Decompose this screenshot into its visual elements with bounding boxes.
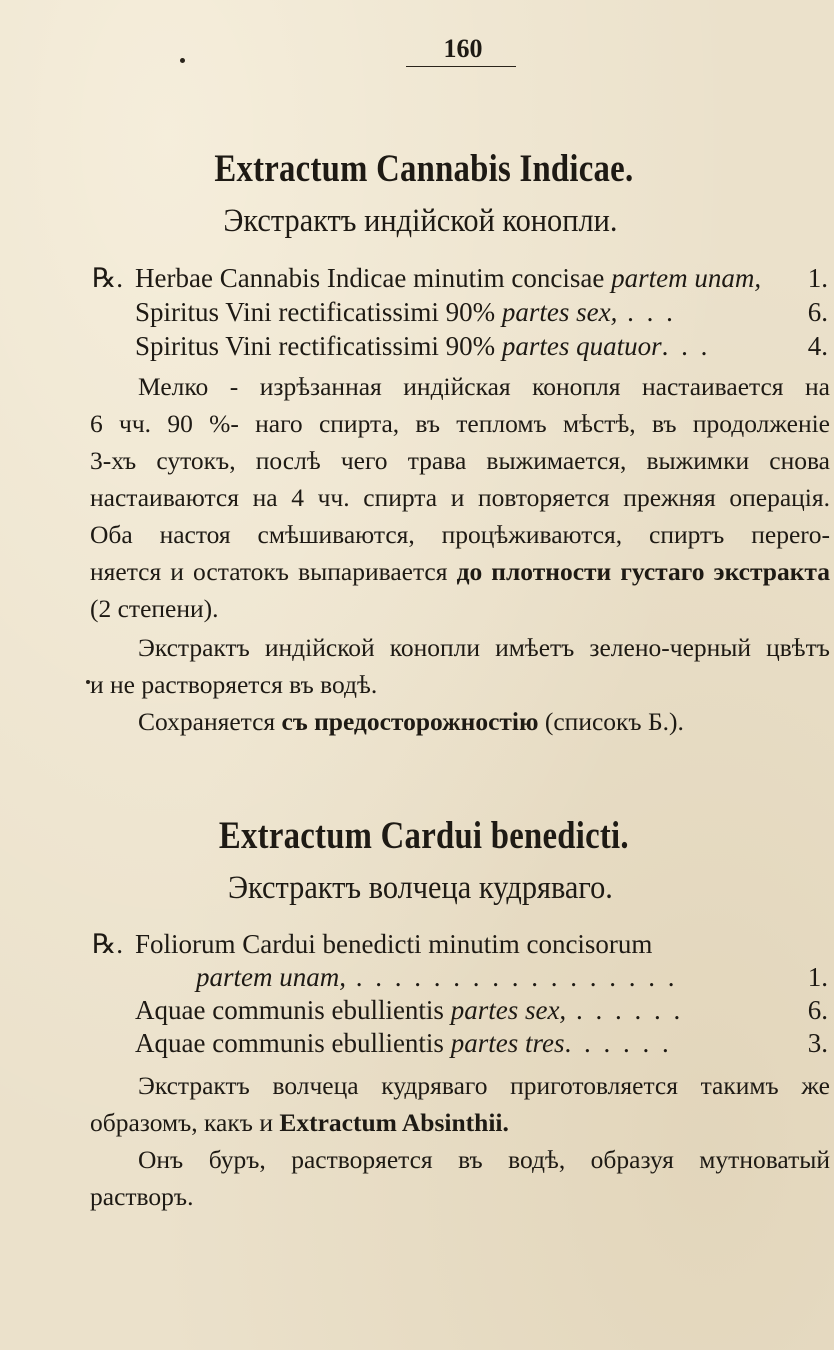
recipe-line xyxy=(92,992,828,1028)
recipe-ingredient: partem unam, . . . . . . . . . . . . . . . . . xyxy=(196,962,678,992)
recipe-ingredient: Spiritus Vini rectificatissimi 90% partes sex, . . . xyxy=(135,297,676,327)
recipe-ingredient: Aquae communis ebullientis partes sex, . . . . . . xyxy=(135,995,684,1025)
recipe-ingredient: Foliorum Cardui benedicti minutim concisorum xyxy=(135,929,653,959)
recipe-line xyxy=(92,328,828,364)
section-subtitle: Экстрактъ индійской конопли. xyxy=(223,203,618,239)
description-paragraph: Экстрактъ индійской конопли имѣетъ зелено-черный цвѣтъ и не растворяется въ водѣ. xyxy=(90,633,830,699)
recipe-symbol: ℞. xyxy=(92,929,123,959)
section-subtitle: Экстрактъ волчеца кудряваго. xyxy=(227,870,613,906)
recipe-line xyxy=(92,1025,828,1061)
recipe-line xyxy=(92,294,828,330)
recipe-ingredient: Spiritus Vini rectificatissimi 90% partes quatuor. . . xyxy=(135,331,711,361)
ink-speck xyxy=(180,58,185,63)
recipe-ingredient: Herbae Cannabis Indicae minutim concisae partem unam, xyxy=(135,263,762,293)
recipe-line xyxy=(92,260,828,296)
recipe-quantity: 1. xyxy=(807,962,828,992)
recipe-quantity: 6. xyxy=(807,297,828,327)
storage-paragraph: Сохраняется съ предосторожностію (списокъ Б.). xyxy=(138,707,684,736)
recipe-quantity: 1. xyxy=(807,263,828,293)
recipe-quantity: 6. xyxy=(807,995,828,1025)
recipe-quantity: 4. xyxy=(807,331,828,361)
page-number-rule xyxy=(406,66,516,67)
recipe-quantity: 3. xyxy=(807,1028,828,1058)
recipe-ingredient: Aquae communis ebullientis partes tres. . . . . . xyxy=(135,1028,672,1058)
section-title: Extractum Cardui benedicti. xyxy=(218,814,629,857)
recipe-line xyxy=(92,959,828,995)
page-number: 160 xyxy=(443,34,483,63)
preparation-paragraph: Экстрактъ волчеца кудряваго приготовляется такимъ же образомъ, какъ и Extractum Absinthii. xyxy=(90,1071,830,1137)
section-title: Extractum Cannabis Indicae. xyxy=(214,147,634,190)
preparation-paragraph: Мелко - изрѣзанная индійская конопля настаивается на 6 чч. 90 %- наго спирта, въ тепломъ мѣстѣ, въ продолженіе 3-хъ сутокъ, послѣ чего трава выжимается, выжимки снова настаиваются на 4 чч. спирта и повторяется прежняя операція. Оба настоя смѣшиваются, процѣживаются, спиртъ переro- няется и остатокъ выпаривается до плотности густаго экстракта (2 степени). xyxy=(90,372,831,623)
description-paragraph: Онъ буръ, растворяется въ водѣ, образуя мутноватый растворъ. xyxy=(90,1145,830,1211)
recipe-line xyxy=(92,926,828,962)
recipe-symbol: ℞. xyxy=(92,263,123,293)
